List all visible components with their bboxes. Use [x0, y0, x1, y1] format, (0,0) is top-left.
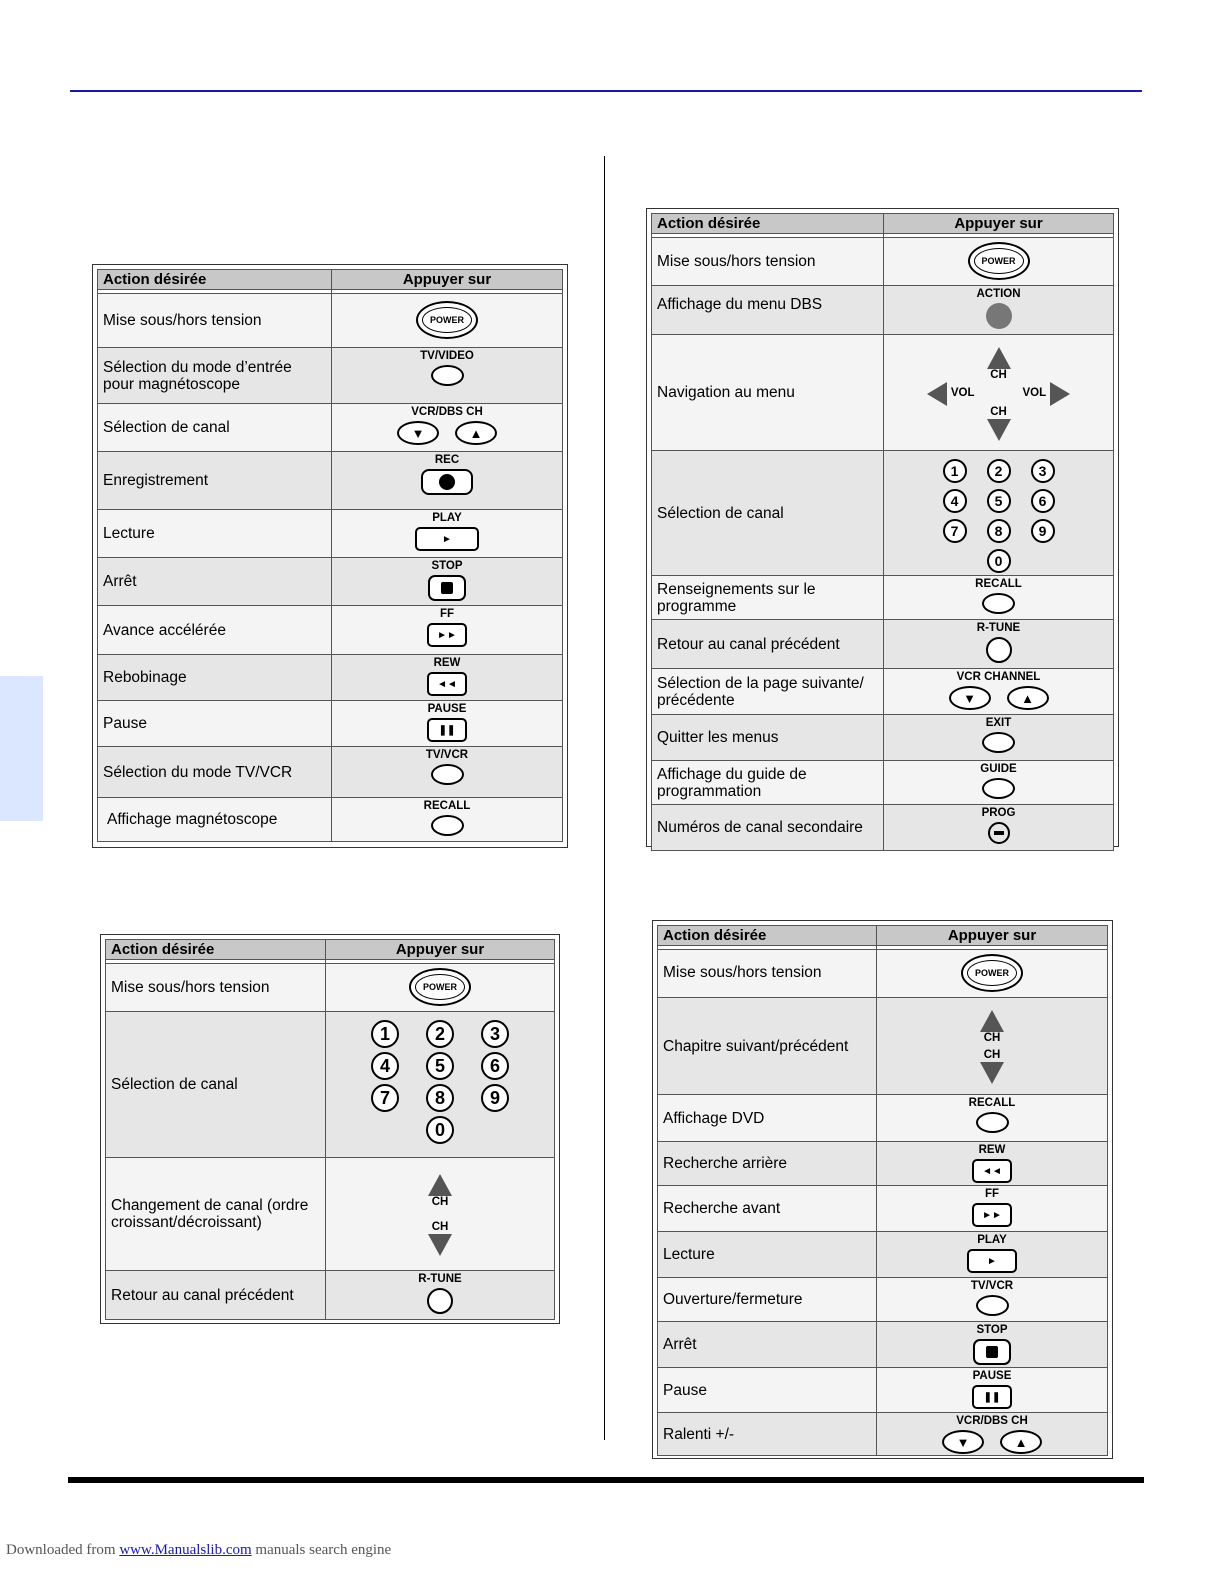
- r-tune-button: [986, 637, 1012, 663]
- action-cell: Mise sous/hors tension: [658, 950, 877, 998]
- key-label: PAUSE: [972, 1370, 1012, 1382]
- key-label: REW: [978, 1144, 1006, 1156]
- footer-prefix: Downloaded from: [6, 1542, 116, 1558]
- ch-label: CH: [983, 1032, 1001, 1044]
- key-label: RECALL: [968, 1097, 1016, 1109]
- nav-left-icon: [927, 382, 947, 406]
- num-1-button: 1: [943, 459, 967, 483]
- action-cell: Arrêt: [98, 558, 332, 606]
- pause-icon: ❚❚: [438, 724, 456, 736]
- action-cell: Rebobinage: [98, 655, 332, 701]
- play-icon: ►: [442, 533, 452, 545]
- play-icon: ►: [987, 1255, 997, 1267]
- action-cell: Affichage DVD: [658, 1095, 877, 1142]
- action-cell: Enregistrement: [98, 452, 332, 510]
- num-9-button: 9: [1031, 519, 1055, 543]
- ch-down-button: ▼: [942, 1430, 984, 1454]
- num-3-button: 3: [481, 1020, 509, 1048]
- ch-up-button: ▲: [1000, 1430, 1042, 1454]
- action-cell: Quitter les menus: [652, 715, 884, 761]
- num-7-button: 7: [371, 1084, 399, 1112]
- key-label: FF: [439, 608, 455, 620]
- header-action: Action désirée: [652, 214, 884, 234]
- action-cell: Pause: [98, 701, 332, 747]
- ch-down-button: ▼: [397, 421, 439, 445]
- header-key: Appuyer sur: [332, 270, 563, 290]
- action-cell: Arrêt: [658, 1322, 877, 1368]
- action-cell: Renseignements sur le programme: [652, 576, 884, 620]
- action-cell: Ralenti +/-: [658, 1413, 877, 1456]
- ch-up-icon: [980, 1010, 1004, 1032]
- action-cell: Recherche avant: [658, 1186, 877, 1232]
- ch-up-icon: [428, 1174, 452, 1196]
- rew-button: [427, 672, 467, 696]
- ch-label: CH: [983, 1049, 1001, 1061]
- num-5-button: 5: [426, 1052, 454, 1080]
- pause-button: [427, 718, 467, 742]
- num-8-button: 8: [987, 519, 1011, 543]
- action-cell: Pause: [658, 1368, 877, 1413]
- nav-right-icon: [1050, 382, 1070, 406]
- rew-button: [972, 1159, 1012, 1183]
- number-keypad: [933, 459, 1065, 573]
- ch-down-icon: [980, 1062, 1004, 1084]
- action-cell: Navigation au menu: [652, 335, 884, 451]
- channel-up-button: ▲: [1007, 686, 1049, 710]
- bottom-rule: [68, 1477, 1144, 1483]
- record-icon: [439, 474, 455, 490]
- action-cell: Affichage magnétoscope: [98, 798, 332, 842]
- key-label: FF: [984, 1188, 1000, 1200]
- key-label: TV/VCR: [425, 749, 469, 761]
- prog-button: [988, 822, 1010, 844]
- header-action: Action désirée: [106, 940, 326, 960]
- fast-forward-icon: ►►: [982, 1209, 1002, 1221]
- header-action: Action désirée: [98, 270, 332, 290]
- recall-button: [982, 593, 1015, 614]
- num-0-button: 0: [426, 1116, 454, 1144]
- key-label: R-TUNE: [418, 1273, 462, 1285]
- ch-label: CH: [990, 405, 1007, 418]
- column-divider: [604, 156, 605, 1440]
- rewind-icon: ◄◄: [437, 678, 457, 690]
- play-button: [967, 1249, 1017, 1273]
- top-rule: [70, 90, 1142, 92]
- stop-button: [973, 1339, 1011, 1365]
- key-label: GUIDE: [980, 763, 1017, 775]
- num-3-button: 3: [1031, 459, 1055, 483]
- header-action: Action désirée: [658, 926, 877, 946]
- rewind-icon: ◄◄: [982, 1165, 1002, 1177]
- header-key: Appuyer sur: [326, 940, 555, 960]
- r-tune-button: [427, 1288, 453, 1314]
- ch-up-button: ▲: [455, 421, 497, 445]
- dbs-table: [646, 208, 1119, 847]
- vcr-table: [92, 264, 568, 848]
- key-label: RECALL: [975, 578, 1022, 590]
- cable-table: [100, 934, 560, 1324]
- action-cell: Mise sous/hors tension: [652, 238, 884, 286]
- action-cell: Recherche arrière: [658, 1142, 877, 1186]
- key-label: REC: [434, 454, 460, 466]
- dvd-table: [652, 920, 1113, 1459]
- key-label: REW: [433, 657, 461, 669]
- key-label: TV/VIDEO: [420, 350, 474, 362]
- num-8-button: 8: [426, 1084, 454, 1112]
- key-label: RECALL: [423, 800, 471, 812]
- key-label: VCR/DBS CH: [411, 406, 483, 418]
- key-label: EXIT: [985, 717, 1012, 729]
- nav-up-icon: [987, 347, 1011, 369]
- action-cell: Avance accélérée: [98, 606, 332, 655]
- ch-label: CH: [990, 368, 1007, 381]
- action-cell: Sélection de canal: [652, 451, 884, 576]
- action-cell: Ouverture/fermeture: [658, 1278, 877, 1322]
- action-button: [986, 303, 1012, 329]
- num-4-button: 4: [943, 489, 967, 513]
- tv-vcr-button: [976, 1295, 1009, 1316]
- vol-label: VOL: [1022, 387, 1047, 399]
- action-cell: Sélection du mode TV/VCR: [98, 747, 332, 798]
- power-button: POWER: [416, 301, 478, 339]
- footer-link[interactable]: www.Manualslib.com: [119, 1542, 252, 1558]
- num-4-button: 4: [371, 1052, 399, 1080]
- key-label: PAUSE: [427, 703, 467, 715]
- recall-button: [431, 815, 464, 836]
- key-label: ACTION: [976, 288, 1021, 300]
- minus-icon: [994, 831, 1004, 835]
- action-cell: Affichage du menu DBS: [652, 286, 884, 335]
- power-button: POWER: [409, 968, 471, 1006]
- vol-label: VOL: [950, 387, 975, 399]
- action-cell: Mise sous/hors tension: [106, 964, 326, 1012]
- action-cell: Changement de canal (ordre croissant/décroissant): [106, 1158, 326, 1271]
- key-label: PROG: [981, 807, 1016, 819]
- ch-label: CH: [431, 1196, 449, 1208]
- tv-video-button: [431, 365, 464, 386]
- navigation-pad: [884, 347, 1113, 441]
- action-cell: Mise sous/hors tension: [98, 294, 332, 348]
- action-cell: Lecture: [98, 510, 332, 558]
- action-cell: Chapitre suivant/précédent: [658, 998, 877, 1095]
- pause-icon: ❚❚: [983, 1391, 1001, 1403]
- guide-button: [982, 778, 1015, 799]
- fast-forward-icon: ►►: [437, 629, 457, 641]
- ff-button: [972, 1203, 1012, 1227]
- action-cell: Affichage du guide de programmation: [652, 761, 884, 805]
- key-label: R-TUNE: [976, 622, 1021, 634]
- header-key: Appuyer sur: [877, 926, 1108, 946]
- footer: [6, 1542, 391, 1559]
- pause-button: [972, 1385, 1012, 1409]
- action-cell: Retour au canal précédent: [106, 1271, 326, 1320]
- stop-icon: [441, 582, 453, 594]
- ff-button: [427, 623, 467, 647]
- num-5-button: 5: [987, 489, 1011, 513]
- tv-vcr-button: [431, 764, 464, 785]
- ch-down-icon: [428, 1234, 452, 1256]
- num-1-button: 1: [371, 1020, 399, 1048]
- action-cell: Lecture: [658, 1232, 877, 1278]
- exit-button: [982, 732, 1015, 753]
- action-cell: Sélection de canal: [98, 404, 332, 452]
- key-label: VCR/DBS CH: [956, 1415, 1028, 1427]
- key-label: VCR CHANNEL: [956, 671, 1041, 683]
- num-7-button: 7: [943, 519, 967, 543]
- stop-button: [428, 575, 466, 601]
- num-2-button: 2: [426, 1020, 454, 1048]
- num-2-button: 2: [987, 459, 1011, 483]
- stop-icon: [986, 1346, 998, 1358]
- number-keypad: [358, 1020, 523, 1144]
- key-label: STOP: [976, 1324, 1008, 1336]
- action-cell: Sélection du mode d’entrée pour magnétoscope: [98, 348, 332, 404]
- nav-down-icon: [987, 419, 1011, 441]
- ch-label: CH: [431, 1221, 449, 1233]
- header-key: Appuyer sur: [884, 214, 1114, 234]
- num-6-button: 6: [481, 1052, 509, 1080]
- power-button: POWER: [961, 954, 1023, 992]
- action-cell: Numéros de canal secondaire: [652, 805, 884, 851]
- action-cell: Retour au canal précédent: [652, 620, 884, 669]
- num-9-button: 9: [481, 1084, 509, 1112]
- action-cell: Sélection de canal: [106, 1012, 326, 1158]
- footer-suffix: manuals search engine: [255, 1542, 392, 1558]
- key-label: PLAY: [977, 1234, 1007, 1246]
- play-button: [415, 527, 479, 551]
- key-label: PLAY: [432, 512, 462, 524]
- rec-button: [421, 469, 473, 495]
- power-button: POWER: [968, 242, 1030, 280]
- side-tab: [0, 676, 43, 821]
- recall-button: [976, 1112, 1009, 1133]
- key-label: STOP: [431, 560, 463, 572]
- action-cell: Sélection de la page suivante/ précédente: [652, 669, 884, 715]
- num-0-button: 0: [987, 549, 1011, 573]
- channel-down-button: ▼: [949, 686, 991, 710]
- key-label: TV/VCR: [970, 1280, 1014, 1292]
- num-6-button: 6: [1031, 489, 1055, 513]
